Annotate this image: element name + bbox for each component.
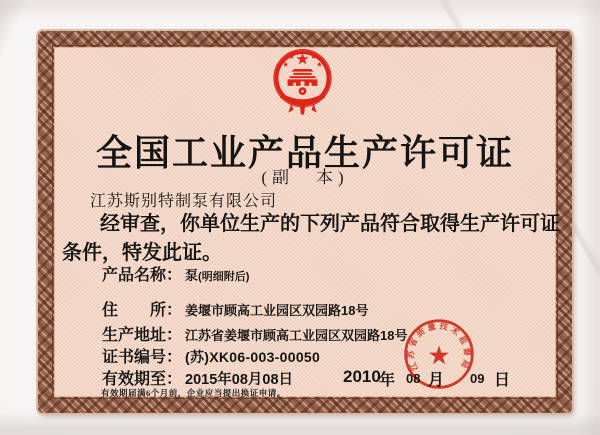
field-product-note: (明细附后)	[198, 271, 250, 283]
issue-day: 09	[470, 371, 485, 386]
issue-year-unit: 年	[379, 372, 396, 389]
seal-text: 江苏省质量技术监督局	[405, 320, 473, 373]
certificate-title: 全国工业产品生产许可证	[95, 132, 514, 173]
official-seal	[402, 317, 476, 391]
field-residence	[102, 297, 368, 320]
field-certificate-no-value: (苏)XK06-003-00050	[185, 349, 321, 365]
company-name: 江苏斯别特制泵有限公司	[90, 193, 278, 210]
field-product-name	[102, 262, 249, 285]
issue-month: 08	[406, 371, 421, 386]
seal-star-icon	[429, 345, 449, 364]
renewal-footnote: 有效期届满6个月前，企业应当提出换证申请。	[101, 388, 286, 398]
field-certificate-no	[102, 344, 320, 367]
field-residence-value: 姜堰市顾高工业园区双园路18号	[185, 303, 369, 318]
prc-national-emblem-icon	[270, 43, 335, 123]
field-residence-label: 住 所：	[102, 302, 183, 319]
field-certificate-no-label: 证书编号：	[102, 349, 183, 366]
issue-day-unit: 日	[494, 372, 511, 389]
field-valid-until	[102, 366, 293, 389]
field-product-label: 产品名称：	[102, 267, 183, 284]
statement-line2: 条件，特发此证。	[62, 242, 222, 264]
issue-year: 2010	[343, 367, 381, 386]
statement-line1: 经审查，你单位生产的下列产品符合取得生产许可证	[100, 213, 560, 235]
field-product-value: 泵	[185, 268, 199, 283]
certificate	[38, 31, 572, 413]
issue-month-unit: 月	[428, 372, 445, 389]
certificate-subtitle: (副 本)	[261, 168, 349, 187]
field-valid-until-value: 2015年08月08日	[185, 372, 294, 388]
field-valid-until-label: 有效期至：	[102, 371, 183, 388]
field-production-address	[102, 322, 407, 345]
field-production-address-value: 江苏省姜堰市顾高工业园区双园路18号	[185, 328, 408, 343]
field-production-address-label: 生产地址：	[102, 327, 183, 344]
